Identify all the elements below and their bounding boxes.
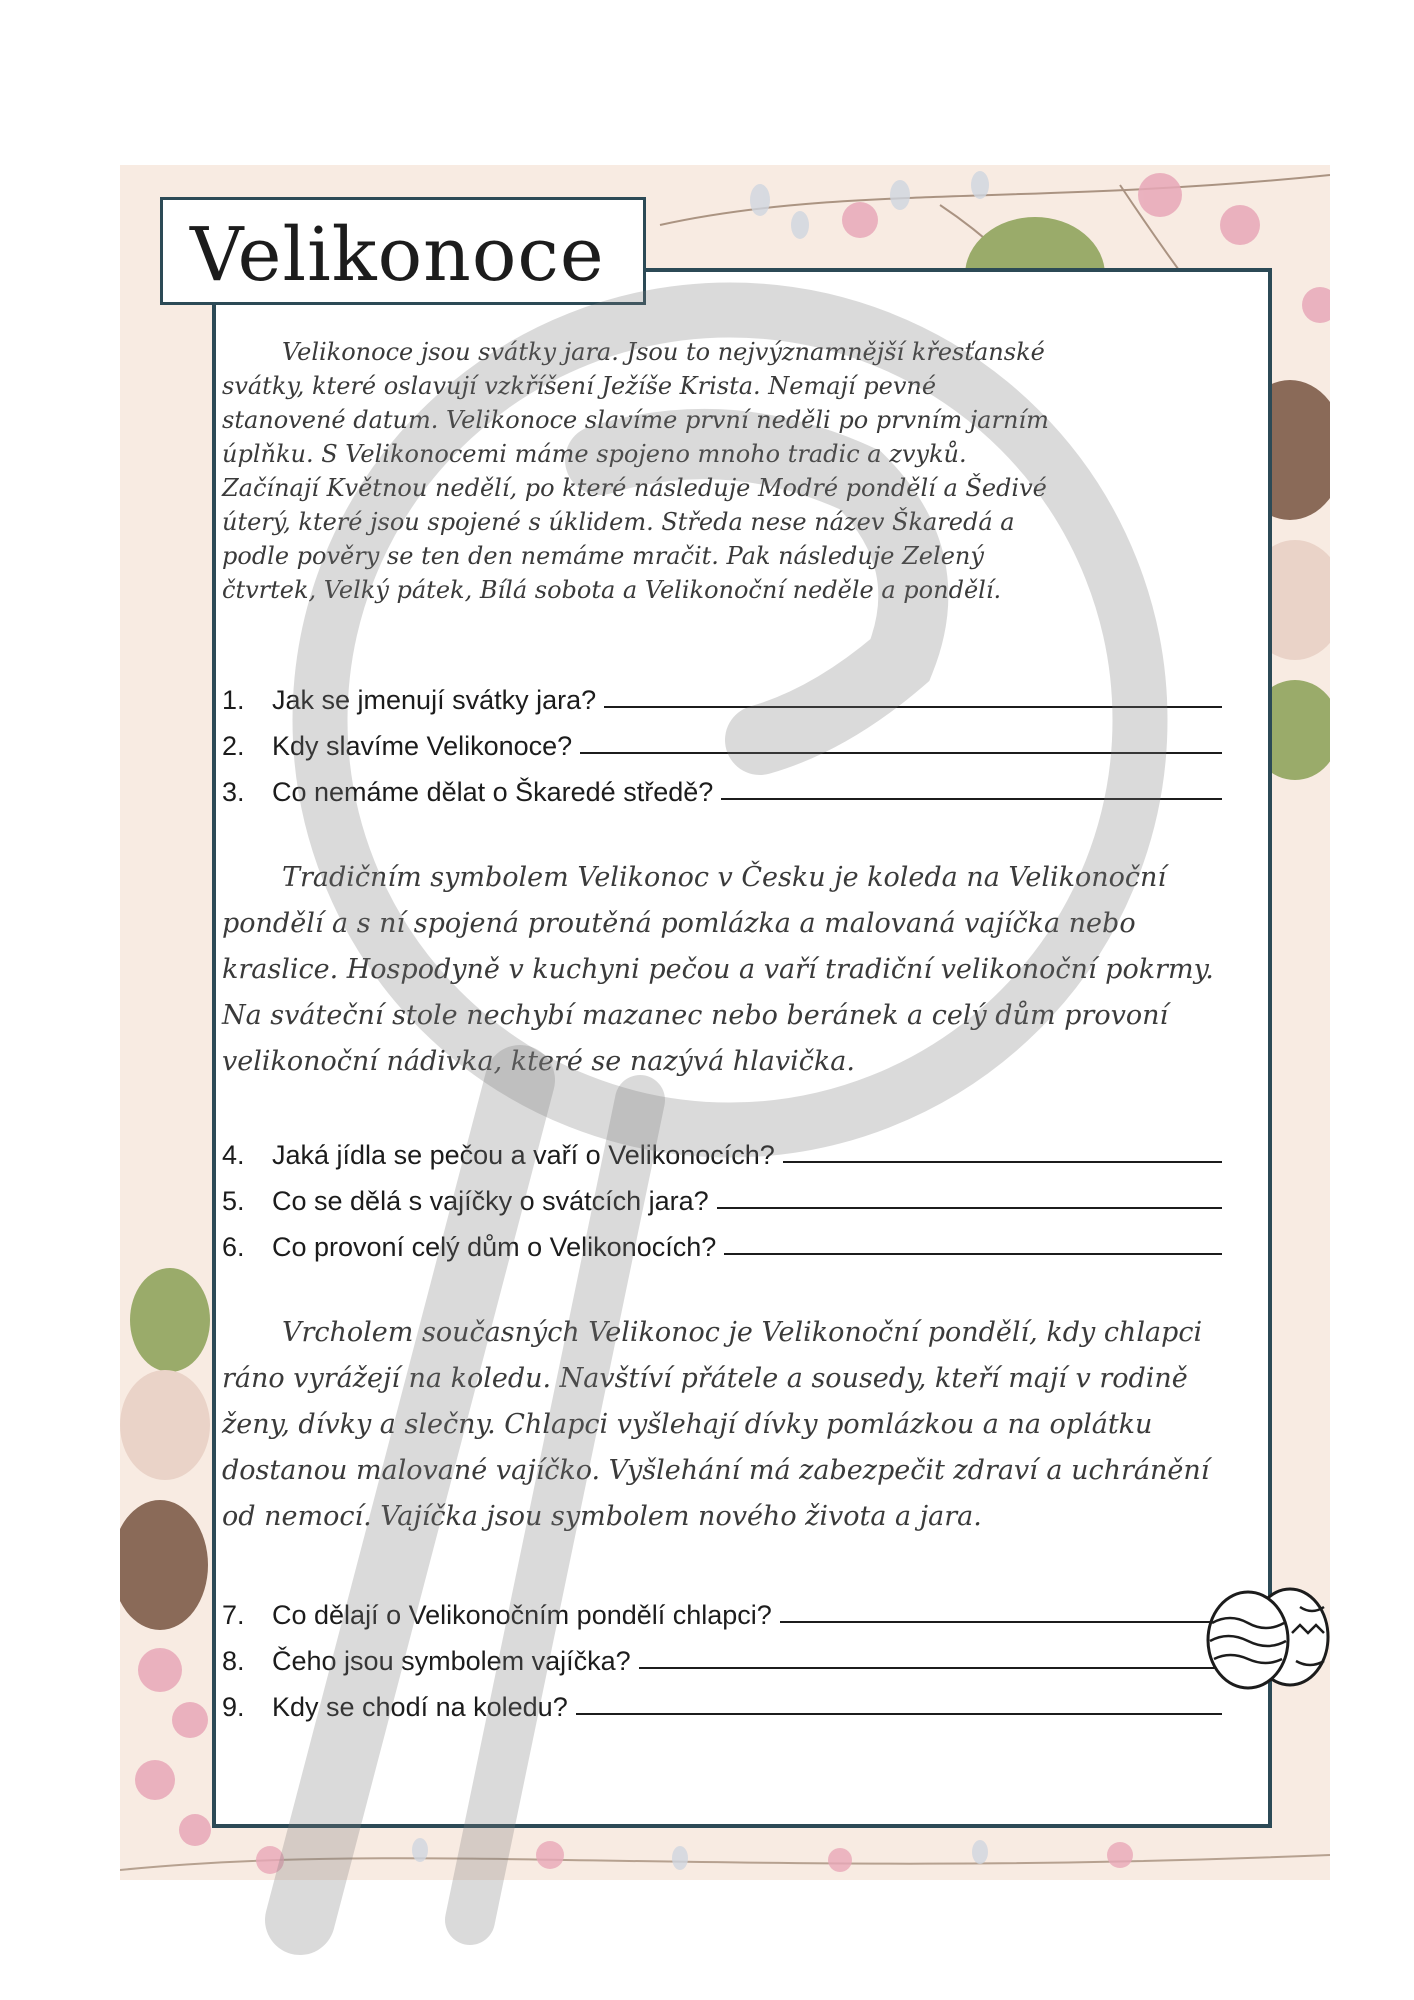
question-group-1	[222, 670, 1232, 808]
question-text: Co dělají o Velikonočním pondělí chlapci?	[272, 1600, 772, 1630]
question-item	[222, 670, 1232, 716]
question-number: 8.	[222, 1646, 245, 1676]
reading-paragraph-2: Tradičním symbolem Velikonoc v Česku je koleda na Velikonoční pondělí a s ní spojená proutěná pomlázka a malovaná vajíčka nebo kraslice. Hospodyně v kuchyni pečou a vaří tradiční velikonoční pokrmy. Na sváteční stole nechybí mazanec nebo beránek a celý dům provoní velikonoční nádivka, které se nazývá hlavička.	[222, 862, 1214, 1077]
answer-line[interactable]	[639, 1667, 1222, 1669]
answer-line[interactable]	[780, 1621, 1222, 1623]
question-text: Co nemáme dělat o Škaredé středě?	[272, 777, 714, 807]
question-item	[222, 1677, 1232, 1723]
answer-line[interactable]	[724, 1253, 1222, 1255]
question-group-3	[222, 1585, 1232, 1723]
egg-icon	[130, 1268, 210, 1372]
answer-line[interactable]	[576, 1713, 1222, 1715]
question-item	[222, 1585, 1232, 1631]
egg-icon	[120, 1500, 208, 1630]
floral-decoration-bottom	[120, 1830, 1330, 1885]
reading-paragraph-1: Velikonoce jsou svátky jara. Jsou to nejvýznamnější křesťanské svátky, které oslavují vzkříšení Ježíše Krista. Nemají pevné stanovené datum. Velikonoce slavíme první neděli po prvním jarním úplňku. S Velikonocemi máme spojeno mnoho tradic a zvyků. Začínají Květnou nedělí, po které následuje Modré pondělí a Šedivé úterý, které jsou spojené s úklidem. Středa nese název Škaredá a podle pověry se ten den nemáme mračit. Pak následuje Zelený čtvrtek, Velký pátek, Bílá sobota a Velikonoční neděle a pondělí.	[222, 338, 1049, 604]
question-item	[222, 1171, 1232, 1217]
question-number: 9.	[222, 1692, 245, 1722]
easter-eggs-lineart-icon	[1200, 1585, 1340, 1690]
question-number: 4.	[222, 1140, 245, 1170]
answer-line[interactable]	[717, 1207, 1222, 1209]
question-item	[222, 1631, 1232, 1677]
answer-line[interactable]	[580, 752, 1222, 754]
question-number: 7.	[222, 1600, 245, 1630]
question-text: Kdy se chodí na koledu?	[272, 1692, 568, 1722]
question-text: Co provoní celý dům o Velikonocích?	[272, 1232, 717, 1262]
answer-line[interactable]	[721, 798, 1222, 800]
egg-icon	[120, 1370, 210, 1480]
question-item	[222, 762, 1232, 808]
question-text: Čeho jsou symbolem vajíčka?	[272, 1646, 631, 1676]
question-text: Co se dělá s vajíčky o svátcích jara?	[272, 1186, 709, 1216]
answer-line[interactable]	[783, 1161, 1222, 1163]
answer-line[interactable]	[604, 706, 1222, 708]
question-number: 2.	[222, 731, 245, 761]
question-text: Jak se jmenují svátky jara?	[272, 685, 597, 715]
question-item	[222, 716, 1232, 762]
question-item	[222, 1217, 1232, 1263]
question-number: 1.	[222, 685, 245, 715]
question-text: Kdy slavíme Velikonoce?	[272, 731, 573, 761]
question-group-2	[222, 1125, 1232, 1263]
question-number: 5.	[222, 1186, 245, 1216]
question-number: 3.	[222, 777, 245, 807]
question-item	[222, 1125, 1232, 1171]
reading-paragraph-3: Vrcholem současných Velikonoc je Velikonoční pondělí, kdy chlapci ráno vyrážejí na koledu. Navštíví přátele a sousedy, kteří mají v rodině ženy, dívky a slečny. Chlapci vyšlehají dívky pomlázkou a na oplátku dostanou malované vajíčko. Vyšlehání má zabezpečit zdraví a uchránění od nemocí. Vajíčka jsou symbolem nového života a jara.	[222, 1317, 1210, 1532]
question-number: 6.	[222, 1232, 245, 1262]
question-text: Jaká jídla se pečou a vaří o Velikonocích?	[272, 1140, 775, 1170]
page-title: Velikonoce	[190, 212, 605, 298]
